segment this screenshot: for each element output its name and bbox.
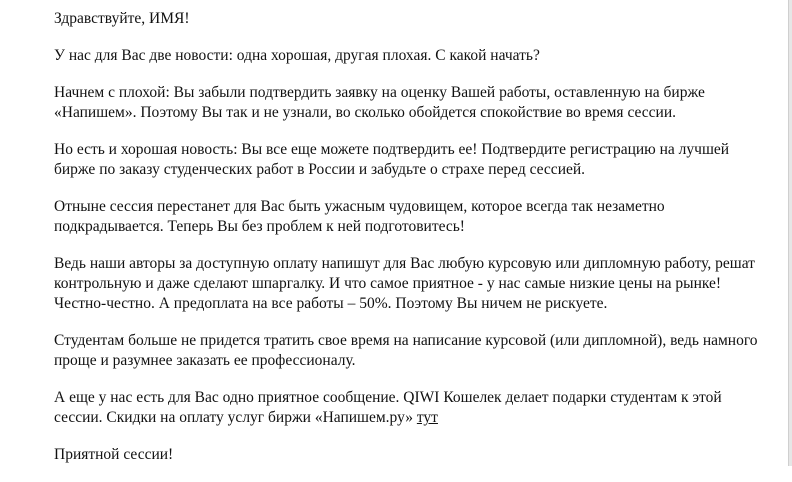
paragraph-qiwi bbox=[54, 388, 759, 428]
tut-link[interactable]: тут bbox=[416, 409, 438, 426]
paragraph-good-news: Но есть и хорошая новость: Вы все еще можете подтвердить ее! Подтвердите регистрацию на лучшей бирже по заказу студенческих работ в России и забудьте о страхе перед сессией. bbox=[54, 141, 730, 178]
paragraph-intro: У нас для Вас две новости: одна хорошая, другая плохая. С какой начать? bbox=[54, 47, 540, 64]
paragraph-students: Студентам больше не придется тратить свое время на написание курсовой (или дипломной), ведь намного проще и разумнее заказать ее профессионалу. bbox=[54, 332, 758, 369]
paragraph-bad-news: Начнем с плохой: Вы забыли подтвердить заявку на оценку Вашей работы, оставленную на бирже «Напишем». Поэтому Вы так и не узнали, во сколько обойдется спокойствие во время сессии. bbox=[54, 84, 705, 121]
closing: Приятной сессии! bbox=[54, 446, 174, 463]
scrollbar-edge bbox=[788, 0, 792, 466]
email-body bbox=[54, 9, 759, 482]
greeting: Здравствуйте, ИМЯ! bbox=[54, 10, 190, 27]
paragraph-session: Отныне сессия перестанет для Вас быть ужасным чудовищем, которое всегда так незаметно подкрадывается. Теперь Вы без проблем к ней подготовитесь! bbox=[54, 198, 665, 235]
qiwi-text: А еще у нас есть для Вас одно приятное сообщение. QIWI Кошелек делает подарки студентам к этой сессии. Скидки на оплату услуг биржи «Напишем.ру» bbox=[54, 389, 722, 426]
paragraph-authors: Ведь наши авторы за доступную оплату напишут для Вас любую курсовую или дипломную работу, решат контрольную и даже сделают шпаргалку. И что самое приятное - у нас самые низкие цены на рынке! Честно-честно. А предоплата на все работы – 50%. Поэтому Вы ничем не рискуете. bbox=[54, 255, 755, 312]
